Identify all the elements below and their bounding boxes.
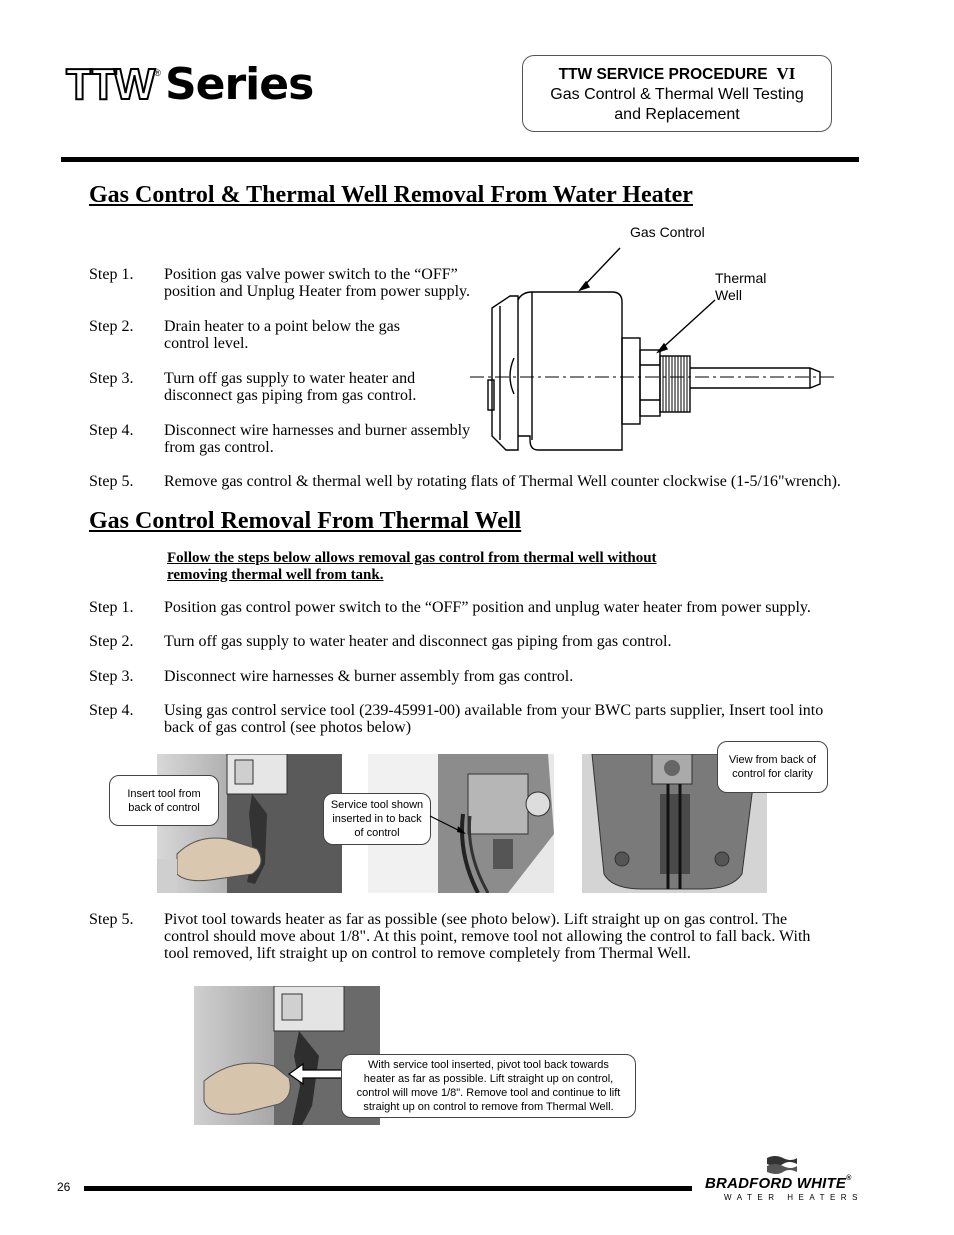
step-line: Position gas valve power switch to the “OFF” bbox=[164, 266, 458, 283]
gas-control-arrowhead bbox=[580, 282, 589, 290]
control-side-tab bbox=[488, 380, 494, 410]
tool-shown-arrow bbox=[428, 812, 468, 837]
s2-step-5 bbox=[89, 911, 869, 967]
step-label: Step 2. bbox=[89, 318, 134, 335]
step-text bbox=[164, 266, 470, 300]
section2-heading: Gas Control Removal From Thermal Well bbox=[89, 508, 522, 534]
insert-tool-callout bbox=[109, 775, 219, 826]
step-text bbox=[164, 370, 416, 404]
step-line: Using gas control service tool (239-45991-00) available from your BWC parts supplier, Insert tool into bbox=[164, 702, 824, 719]
step-label: Step 3. bbox=[89, 668, 134, 685]
callout-line: Service tool shown bbox=[330, 799, 424, 811]
section2-note bbox=[167, 550, 657, 584]
step-line: Pivot tool towards heater as far as possible (see photo below). Lift straight up on gas control. The bbox=[164, 911, 788, 928]
step-line: position and Unplug Heater from power supply. bbox=[164, 283, 471, 300]
step-text bbox=[164, 318, 400, 352]
logo-reg: ® bbox=[154, 68, 161, 78]
s1-step-2 bbox=[89, 318, 489, 358]
brand-sub: WATER HEATERS bbox=[724, 1193, 863, 1202]
step-label: Step 5. bbox=[89, 911, 134, 928]
step-line: Disconnect wire harnesses and burner assembly bbox=[164, 422, 471, 439]
thermal-well-pointer bbox=[658, 300, 715, 352]
step-line: disconnect gas piping from gas control. bbox=[164, 387, 417, 404]
step-line: from gas control. bbox=[164, 439, 274, 456]
s2-step-3 bbox=[89, 668, 869, 688]
s2-step-4 bbox=[89, 702, 869, 742]
step-text bbox=[164, 422, 470, 456]
s1-step-3 bbox=[89, 370, 489, 410]
pivot-callout bbox=[341, 1054, 636, 1118]
gas-control-diagram bbox=[470, 240, 850, 460]
control-back-plate bbox=[492, 296, 518, 450]
step-line: Turn off gas supply to water heater and disconnect gas piping from gas control. bbox=[164, 633, 672, 650]
control-body bbox=[518, 292, 622, 450]
brand-reg: ® bbox=[846, 1175, 852, 1182]
s1-step-4 bbox=[89, 422, 489, 462]
procedure-label: TTW SERVICE PROCEDURE bbox=[558, 66, 768, 83]
top-rule bbox=[61, 157, 859, 162]
thermal-well-flats bbox=[640, 350, 660, 416]
step-text bbox=[164, 473, 841, 490]
bottom-rule bbox=[84, 1186, 692, 1191]
step-text bbox=[164, 702, 823, 736]
step-line: Remove gas control & thermal well by rotating flats of Thermal Well counter clockwise (1-5/16"wrench). bbox=[164, 473, 841, 490]
page-number: 26 bbox=[57, 1180, 71, 1194]
step-text bbox=[164, 633, 671, 650]
callout-line: Insert tool from bbox=[127, 787, 201, 800]
step-label: Step 4. bbox=[89, 422, 134, 439]
thermal-well-probe bbox=[690, 368, 820, 388]
step-line: Turn off gas supply to water heater and bbox=[164, 370, 416, 387]
brand-name-text: BRADFORD WHITE bbox=[705, 1175, 847, 1192]
step-text bbox=[164, 668, 573, 685]
logo-mark: TTW bbox=[66, 60, 153, 109]
procedure-title-line1: Gas Control & Thermal Well Testing bbox=[550, 86, 804, 103]
brand-name bbox=[705, 1175, 851, 1192]
step-line: control level. bbox=[164, 335, 249, 352]
callout-line: control for clarity bbox=[732, 768, 813, 780]
step-text bbox=[164, 911, 810, 962]
procedure-box bbox=[522, 55, 832, 132]
pivot-arrow bbox=[287, 1062, 347, 1086]
step-line: control should move about 1/8". At this point, remove tool not allowing the control to fall back. With bbox=[164, 928, 811, 945]
section1-heading: Gas Control & Thermal Well Removal From Water Heater bbox=[89, 182, 693, 208]
callout-line: heater as far as possible. Lift straight up on control, bbox=[363, 1073, 614, 1085]
s2-step-1 bbox=[89, 599, 869, 619]
callout-line: With service tool inserted, pivot tool back towards bbox=[368, 1059, 609, 1071]
s2-step-2 bbox=[89, 633, 869, 653]
callout-line: of control bbox=[354, 827, 400, 839]
thermal-well-label-line2: Well bbox=[715, 287, 742, 303]
bradford-white-flag-icon bbox=[765, 1154, 799, 1176]
step-label: Step 3. bbox=[89, 370, 134, 387]
step-line: Position gas control power switch to the “OFF” position and unplug water heater from power supply. bbox=[164, 599, 811, 616]
s1-step-5 bbox=[89, 473, 869, 493]
procedure-title-line2: and Replacement bbox=[614, 106, 740, 123]
step-line: tool removed, lift straight up on control to remove completely from Thermal Well. bbox=[164, 945, 691, 962]
step-line: Disconnect wire harnesses & burner assembly from gas control. bbox=[164, 668, 574, 685]
logo-series: Series bbox=[164, 59, 314, 110]
gas-control-label: Gas Control bbox=[630, 224, 705, 240]
step-label: Step 2. bbox=[89, 633, 134, 650]
step-line: Drain heater to a point below the gas bbox=[164, 318, 400, 335]
procedure-number: VI bbox=[776, 64, 796, 83]
procedure-label-line bbox=[523, 64, 831, 85]
step-text bbox=[164, 599, 811, 616]
step-label: Step 1. bbox=[89, 266, 134, 283]
step-label: Step 1. bbox=[89, 599, 134, 616]
callout-line: View from back of bbox=[728, 754, 817, 766]
view-from-back-callout bbox=[717, 741, 828, 793]
callout-line: back of control bbox=[128, 801, 200, 814]
step-line: back of gas control (see photos below) bbox=[164, 719, 412, 736]
step-label: Step 5. bbox=[89, 473, 134, 490]
callout-line: inserted in to back bbox=[332, 813, 422, 825]
ttw-series-logo bbox=[66, 59, 314, 110]
thermal-well-label-line1: Thermal bbox=[715, 270, 767, 286]
s1-step-1 bbox=[89, 266, 489, 306]
callout-line: control will move 1/8". Remove tool and continue to lift bbox=[356, 1087, 621, 1099]
step-label: Step 4. bbox=[89, 702, 134, 719]
tool-shown-callout bbox=[323, 793, 431, 845]
note-line: Follow the steps below allows removal gas control from thermal well without bbox=[167, 550, 657, 566]
note-line: removing thermal well from tank. bbox=[167, 567, 384, 583]
callout-line: straight up on control to remove from Thermal Well. bbox=[363, 1101, 614, 1113]
control-collar bbox=[622, 338, 640, 424]
